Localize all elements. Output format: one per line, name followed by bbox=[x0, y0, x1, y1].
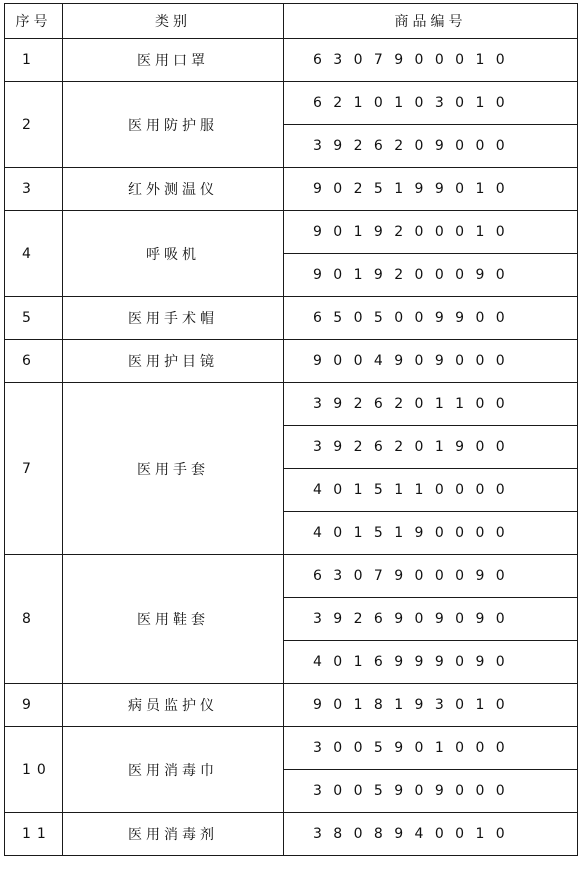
row-seq-cell: 6 bbox=[5, 340, 63, 383]
table-row bbox=[5, 383, 578, 426]
row-seq-cell: 7 bbox=[5, 383, 63, 555]
row-code-cell: 3005901000 bbox=[284, 727, 578, 770]
row-code-cell: 9018193010 bbox=[284, 684, 578, 727]
table-body bbox=[5, 39, 578, 856]
row-category-cell: 医用手术帽 bbox=[63, 297, 284, 340]
table-row bbox=[5, 297, 578, 340]
header-seq: 序号 bbox=[5, 4, 63, 39]
row-seq-cell: 8 bbox=[5, 555, 63, 684]
row-code-cell: 4015110000 bbox=[284, 469, 578, 512]
row-code-cell: 6307900010 bbox=[284, 39, 578, 82]
row-category-cell: 医用消毒剂 bbox=[63, 813, 284, 856]
row-code-cell: 6307900090 bbox=[284, 555, 578, 598]
row-category-cell: 病员监护仪 bbox=[63, 684, 284, 727]
row-code-cell: 9019200010 bbox=[284, 211, 578, 254]
row-code-cell: 3926201100 bbox=[284, 383, 578, 426]
row-category-cell: 呼吸机 bbox=[63, 211, 284, 297]
row-category-cell: 医用消毒巾 bbox=[63, 727, 284, 813]
row-code-cell: 6210103010 bbox=[284, 82, 578, 125]
row-seq-cell: 4 bbox=[5, 211, 63, 297]
row-code-cell: 4015190000 bbox=[284, 512, 578, 555]
table-row bbox=[5, 684, 578, 727]
row-seq-cell: 3 bbox=[5, 168, 63, 211]
table-row bbox=[5, 39, 578, 82]
table-row bbox=[5, 340, 578, 383]
row-seq-cell: 11 bbox=[5, 813, 63, 856]
table-row bbox=[5, 555, 578, 598]
table-row bbox=[5, 813, 578, 856]
row-code-cell: 3926909090 bbox=[284, 598, 578, 641]
row-code-cell: 9019200090 bbox=[284, 254, 578, 297]
row-code-cell: 3926209000 bbox=[284, 125, 578, 168]
table-row bbox=[5, 168, 578, 211]
row-code-cell: 3926201900 bbox=[284, 426, 578, 469]
table-row bbox=[5, 727, 578, 770]
row-code-cell: 9004909000 bbox=[284, 340, 578, 383]
row-code-cell: 6505009900 bbox=[284, 297, 578, 340]
row-seq-cell: 5 bbox=[5, 297, 63, 340]
row-seq-cell: 2 bbox=[5, 82, 63, 168]
table-row bbox=[5, 82, 578, 125]
row-category-cell: 红外测温仪 bbox=[63, 168, 284, 211]
product-code-table bbox=[4, 3, 578, 856]
row-category-cell: 医用口罩 bbox=[63, 39, 284, 82]
row-seq-cell: 9 bbox=[5, 684, 63, 727]
row-seq-cell: 1 bbox=[5, 39, 63, 82]
row-category-cell: 医用防护服 bbox=[63, 82, 284, 168]
row-code-cell: 3005909000 bbox=[284, 770, 578, 813]
product-code-table-container bbox=[4, 3, 577, 856]
header-code: 商品编号 bbox=[284, 4, 578, 39]
row-code-cell: 3808940010 bbox=[284, 813, 578, 856]
header-category: 类别 bbox=[63, 4, 284, 39]
table-header-row bbox=[5, 4, 578, 39]
table-row bbox=[5, 211, 578, 254]
row-code-cell: 9025199010 bbox=[284, 168, 578, 211]
row-category-cell: 医用手套 bbox=[63, 383, 284, 555]
row-seq-cell: 10 bbox=[5, 727, 63, 813]
row-category-cell: 医用鞋套 bbox=[63, 555, 284, 684]
row-code-cell: 4016999090 bbox=[284, 641, 578, 684]
row-category-cell: 医用护目镜 bbox=[63, 340, 284, 383]
